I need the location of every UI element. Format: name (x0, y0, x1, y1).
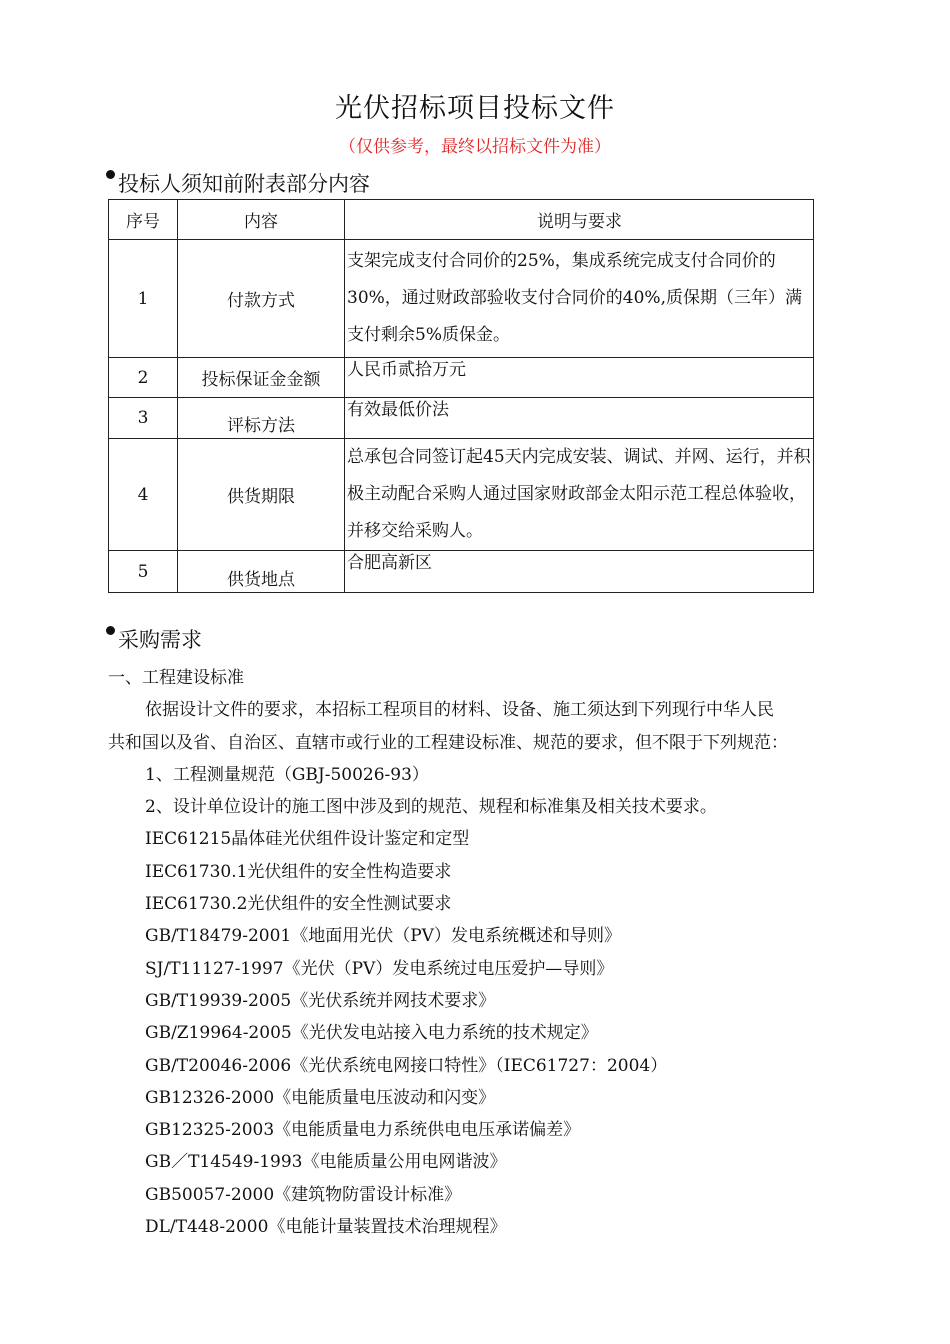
procurement-requirements-body (108, 662, 868, 1243)
column-header-no: 序号 (109, 200, 178, 240)
row-description: 合肥高新区 (345, 551, 814, 593)
standard-item: IEC61730.2光伏组件的安全性测试要求 (145, 894, 452, 915)
standard-item: GB/Z19964-2005《光伏发电站接入电力系统的技术规定》 (145, 1023, 598, 1044)
paragraph-line: 依据设计文件的要求，本招标工程项目的材料、设备、施工须达到下列现行中华人民 (145, 700, 774, 721)
list-item: 2、设计单位设计的施工图中涉及到的规范、规程和标准集及相关技术要求。 (145, 797, 717, 818)
row-number: 1 (109, 240, 178, 358)
bullet-icon (106, 170, 115, 179)
row-number: 4 (109, 439, 178, 551)
row-item: 付款方式 (178, 240, 345, 358)
standard-item: DL/T448-2000《电能计量装置技术治理规程》 (145, 1217, 507, 1238)
row-number: 5 (109, 551, 178, 593)
section-heading-label: 投标人须知前附表部分内容 (118, 172, 370, 196)
paragraph-line: 共和国以及省、自治区、直辖市或行业的工程建设标准、规范的要求，但不限于下列规范： (108, 732, 788, 753)
subheading-construction-standards: 一、工程建设标准 (108, 668, 244, 688)
section-heading-bidder-notice (106, 168, 370, 198)
table-row (109, 240, 814, 358)
row-description: 人民币贰拾万元 (345, 358, 814, 398)
row-number: 3 (109, 398, 178, 439)
standard-item: SJ/T11127-1997《光伏（PV）发电系统过电压爱护—导则》 (145, 958, 614, 979)
standard-item: GB50057-2000《建筑物防雷设计标准》 (145, 1184, 462, 1205)
table-row (109, 439, 814, 551)
row-item: 供货期限 (178, 439, 345, 551)
standard-item: GB／T14549-1993《电能质量公用电网谐波》 (145, 1152, 507, 1173)
table-row (109, 398, 814, 439)
standard-item: GB/T20046-2006《光伏系统电网接口特性》（IEC61727：2004） (145, 1055, 668, 1076)
row-item: 评标方法 (178, 398, 345, 439)
column-header-description: 说明与要求 (345, 200, 814, 240)
document-subtitle-note: （仅供参考，最终以招标文件为准） (339, 137, 611, 157)
table-row (109, 551, 814, 593)
standard-item: GB12325-2003《电能质量电力系统供电电压承诺偏差》 (145, 1120, 581, 1141)
standard-item: GB12326-2000《电能质量电压波动和闪变》 (145, 1087, 496, 1108)
bidder-notice-table (108, 199, 814, 593)
row-item: 供货地点 (178, 551, 345, 593)
standard-item: GB/T18479-2001《地面用光伏（PV）发电系统概述和导则》 (145, 926, 621, 947)
bullet-icon (106, 626, 115, 635)
table-row (109, 358, 814, 398)
column-header-item: 内容 (178, 200, 345, 240)
document-title: 光伏招标项目投标文件 (335, 93, 615, 124)
table-header-row (109, 200, 814, 240)
section-heading-label: 采购需求 (118, 628, 202, 652)
list-item: 1、工程测量规范（GBJ-50026-93） (145, 764, 429, 785)
row-item: 投标保证金金额 (178, 358, 345, 398)
standard-item: GB/T19939-2005《光伏系统并网技术要求》 (145, 990, 496, 1011)
standard-item: IEC61215晶体硅光伏组件设计鉴定和定型 (145, 829, 470, 850)
row-number: 2 (109, 358, 178, 398)
row-description: 总承包合同签订起45天内完成安装、调试、并网、运行，并积极主动配合采购人通过国家财政部金太阳示范工程总体验收，并移交给采购人。 (345, 439, 814, 551)
row-description: 有效最低价法 (345, 398, 814, 439)
row-description: 支架完成支付合同价的25%，集成系统完成支付合同价的30%，通过财政部验收支付合同价的40%,质保期（三年）满支付剩余5%质保金。 (345, 240, 814, 358)
section-heading-procurement (106, 624, 202, 654)
standard-item: IEC61730.1光伏组件的安全性构造要求 (145, 861, 452, 882)
